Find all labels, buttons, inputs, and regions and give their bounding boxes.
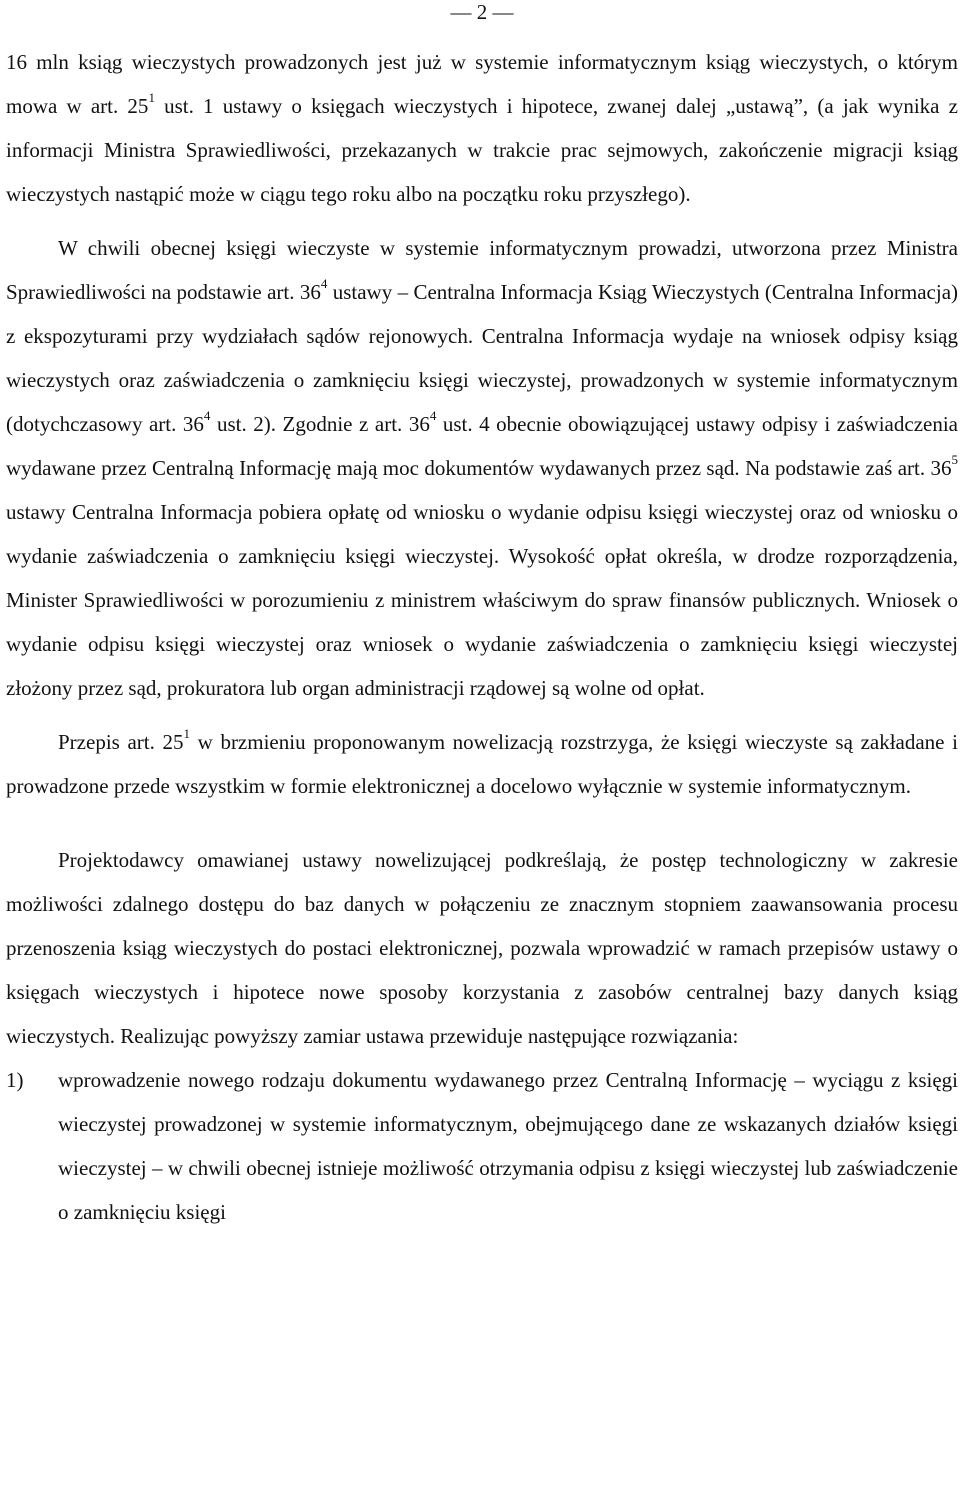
paragraph-2-text-e: ustawy Centralna Informacja pobiera opłatę od wniosku o wydanie odpisu księgi wieczystej oraz od wniosku o wydanie zaświadczenia o zamknięciu księgi wieczystej. Wysokość opłat określa, w drodze rozporządzenia, Minister Sprawiedliwości w porozumieniu z ministrem właściwym do spraw finansów publicznych. Wniosek o wydanie odpisu księgi wieczystej oraz wniosek o wydanie zaświadczenia o zamknięciu księgi wieczystej złożony przez sąd, prokuratora lub organ administracji rządowej są wolne od opłat. — [6, 500, 958, 700]
paragraph-2-text-c: ust. 2). Zgodnie z art. 36 — [210, 412, 430, 436]
superscript: 4 — [203, 408, 211, 423]
paragraph-3-text-a: Przepis art. 25 — [58, 730, 184, 754]
document-page — [6, 0, 958, 1234]
paragraph-4 — [6, 838, 958, 1058]
paragraph-2 — [6, 226, 958, 710]
superscript: 1 — [183, 726, 190, 741]
superscript: 1 — [148, 90, 155, 105]
page-number: — 2 — — [450, 0, 514, 24]
list-item — [6, 1058, 958, 1234]
paragraph-2-text-d: ust. 4 obecnie obowiązującej ustawy odpisy i zaświadczenia wydawane przez Centralną Informację mają moc dokumentów wydawanych przez sąd. Na podstawie zaś art. 36 — [6, 412, 958, 480]
paragraph-1-text-b: ust. 1 ustawy o księgach wieczystych i hipotece, zwanej dalej „ustawą”, (a jak wynika z informacji Ministra Sprawiedliwości, przekazanych w trakcie prac sejmowych, zakończenie migracji ksiąg wieczystych nastąpić może w ciągu tego roku albo na początku roku przyszłego). — [6, 94, 958, 206]
paragraph-1-text-a: 16 mln ksiąg wieczystych prowadzonych jest już w systemie informatycznym ksiąg wieczystych, o którym mowa w art. 25 — [6, 50, 958, 118]
paragraph-4-text: Projektodawcy omawianej ustawy nowelizującej podkreślają, że postęp technologiczny w zakresie możliwości zdalnego dostępu do baz danych w połączeniu ze znacznym stopniem zaawansowania procesu przenoszenia ksiąg wieczystych do postaci elektronicznej, pozwala wprowadzić w ramach przepisów ustawy o księgach wieczystych i hipotece nowe sposoby korzystania z zasobów centralnej bazy danych ksiąg wieczystych. Realizując powyższy zamiar ustawa przewiduje następujące rozwiązania: — [6, 848, 958, 1048]
paragraph-3 — [6, 720, 958, 808]
paragraph-3-text-b: w brzmieniu proponowanym nowelizacją rozstrzyga, że księgi wieczyste są zakładane i prowadzone przede wszystkim w formie elektronicznej a docelowo wyłącznie w systemie informatycznym. — [6, 730, 958, 798]
paragraph-2-text-a: W chwili obecnej księgi wieczyste w systemie informatycznym prowadzi, utworzona przez Ministra Sprawiedliwości na podstawie art. 36 — [6, 236, 958, 304]
superscript: 5 — [951, 452, 958, 467]
paragraph-2-text-b: ustawy – Centralna Informacja Ksiąg Wieczystych (Centralna Informacja) z ekspozyturami przy wydziałach sądów rejonowych. Centralna Informacja wydaje na wniosek odpisy ksiąg wieczystych oraz zaświadczenia o zamknięciu księgi wieczystej, prowadzonych w systemie informatycznym (dotychczasowy art. 36 — [6, 280, 959, 436]
superscript: 4 — [320, 276, 328, 291]
superscript: 4 — [429, 408, 437, 423]
solutions-list — [6, 1058, 958, 1234]
list-marker: 1) — [6, 1068, 24, 1092]
paragraph-1 — [6, 40, 958, 216]
list-item-text: wprowadzenie nowego rodzaju dokumentu wydawanego przez Centralną Informację – wyciągu z księgi wieczystej prowadzonej w systemie informatycznym, obejmującego dane ze wskazanych działów księgi wieczystej – w chwili obecnej istnieje możliwość otrzymania odpisu z księgi wieczystej lub zaświadczenie o zamknięciu księgi — [58, 1068, 958, 1224]
